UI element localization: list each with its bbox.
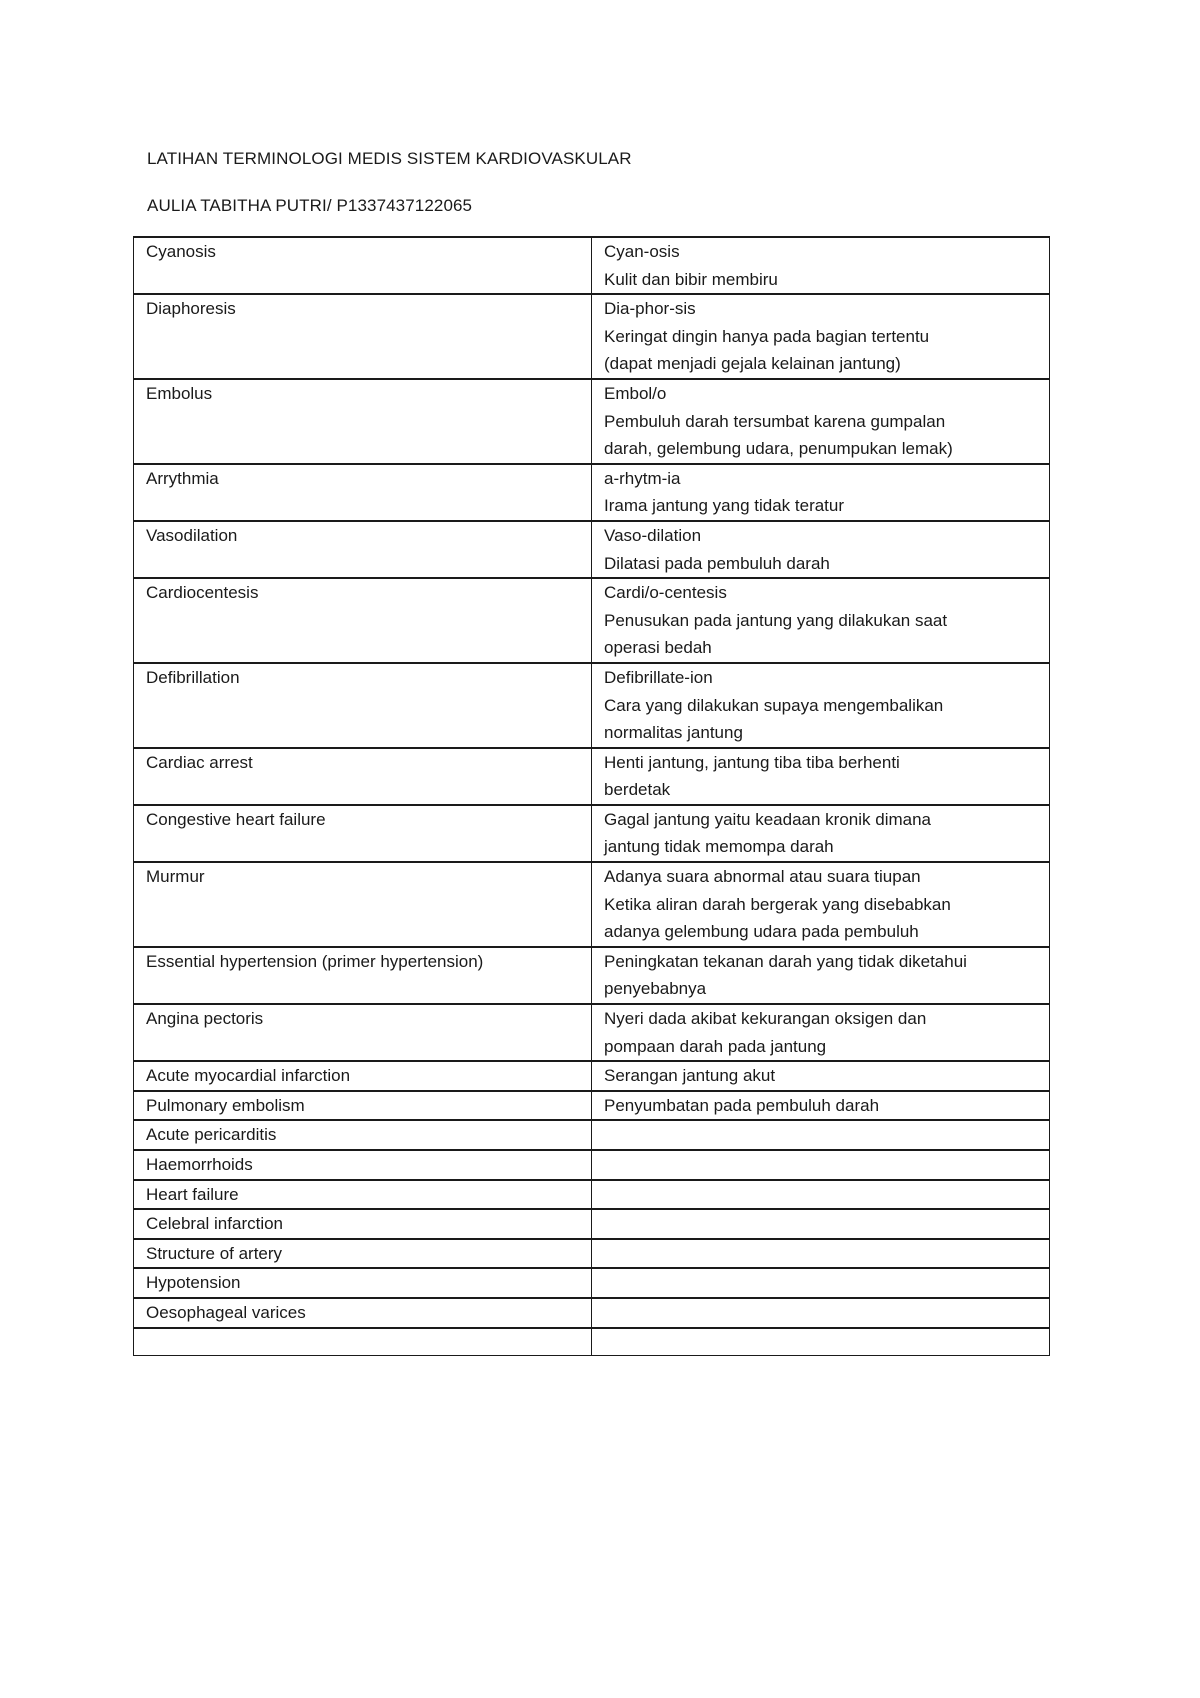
definition-cell bbox=[592, 1120, 1050, 1150]
definition-cell: Peningkatan tekanan darah yang tidak diketahui penyebabnya bbox=[592, 947, 1050, 1004]
table-row bbox=[134, 294, 1050, 379]
term-cell: Murmur bbox=[134, 862, 592, 947]
term-cell: Arrythmia bbox=[134, 464, 592, 521]
table-row bbox=[134, 1298, 1050, 1328]
definition-cell: a-rhytm-ia Irama jantung yang tidak teratur bbox=[592, 464, 1050, 521]
table-row bbox=[134, 1004, 1050, 1061]
definition-cell bbox=[592, 1239, 1050, 1269]
table-row bbox=[134, 748, 1050, 805]
table-row bbox=[134, 1150, 1050, 1180]
table-row bbox=[134, 237, 1050, 294]
term-cell: Structure of artery bbox=[134, 1239, 592, 1269]
definition-cell bbox=[592, 1328, 1050, 1356]
table-row bbox=[134, 1239, 1050, 1269]
table-row bbox=[134, 862, 1050, 947]
term-cell: Oesophageal varices bbox=[134, 1298, 592, 1328]
definition-cell bbox=[592, 1209, 1050, 1239]
table-row bbox=[134, 379, 1050, 464]
table-row bbox=[134, 1180, 1050, 1210]
term-cell: Acute myocardial infarction bbox=[134, 1061, 592, 1091]
table-row bbox=[134, 1091, 1050, 1121]
definition-cell bbox=[592, 1180, 1050, 1210]
term-cell: Cardiac arrest bbox=[134, 748, 592, 805]
definition-cell: Defibrillate-ion Cara yang dilakukan supaya mengembalikan normalitas jantung bbox=[592, 663, 1050, 748]
definition-cell: Gagal jantung yaitu keadaan kronik dimana jantung tidak memompa darah bbox=[592, 805, 1050, 862]
definition-cell: Embol/o Pembuluh darah tersumbat karena gumpalan darah, gelembung udara, penumpukan lemak) bbox=[592, 379, 1050, 464]
table-row bbox=[134, 578, 1050, 663]
table-row bbox=[134, 1120, 1050, 1150]
table-row bbox=[134, 464, 1050, 521]
definition-cell: Dia-phor-sis Keringat dingin hanya pada bagian tertentu (dapat menjadi gejala kelainan jantung) bbox=[592, 294, 1050, 379]
term-cell bbox=[134, 1328, 592, 1356]
table-row bbox=[134, 663, 1050, 748]
term-cell: Essential hypertension (primer hypertension) bbox=[134, 947, 592, 1004]
definition-cell: Vaso-dilation Dilatasi pada pembuluh darah bbox=[592, 521, 1050, 578]
definition-cell bbox=[592, 1298, 1050, 1328]
term-cell: Diaphoresis bbox=[134, 294, 592, 379]
table-row bbox=[134, 947, 1050, 1004]
term-cell: Angina pectoris bbox=[134, 1004, 592, 1061]
term-cell: Defibrillation bbox=[134, 663, 592, 748]
table-row bbox=[134, 1268, 1050, 1298]
term-cell: Embolus bbox=[134, 379, 592, 464]
term-cell: Pulmonary embolism bbox=[134, 1091, 592, 1121]
table-row bbox=[134, 521, 1050, 578]
definition-cell bbox=[592, 1268, 1050, 1298]
table-row bbox=[134, 1328, 1050, 1356]
term-cell: Hypotension bbox=[134, 1268, 592, 1298]
term-cell: Cardiocentesis bbox=[134, 578, 592, 663]
term-cell: Heart failure bbox=[134, 1180, 592, 1210]
table-row bbox=[134, 1209, 1050, 1239]
author-line: AULIA TABITHA PUTRI/ P1337437122065 bbox=[147, 196, 473, 215]
term-cell: Cyanosis bbox=[134, 237, 592, 294]
table-row bbox=[134, 805, 1050, 862]
definition-cell bbox=[592, 1150, 1050, 1180]
definition-cell: Henti jantung, jantung tiba tiba berhenti berdetak bbox=[592, 748, 1050, 805]
definition-cell: Serangan jantung akut bbox=[592, 1061, 1050, 1091]
term-cell: Vasodilation bbox=[134, 521, 592, 578]
terminology-table bbox=[133, 236, 1050, 1356]
definition-cell: Cardi/o-centesis Penusukan pada jantung yang dilakukan saat operasi bedah bbox=[592, 578, 1050, 663]
definition-cell: Penyumbatan pada pembuluh darah bbox=[592, 1091, 1050, 1121]
table-row bbox=[134, 1061, 1050, 1091]
definition-cell: Adanya suara abnormal atau suara tiupan Ketika aliran darah bergerak yang disebabkan adanya gelembung udara pada pembuluh bbox=[592, 862, 1050, 947]
term-cell: Acute pericarditis bbox=[134, 1120, 592, 1150]
term-cell: Celebral infarction bbox=[134, 1209, 592, 1239]
term-cell: Congestive heart failure bbox=[134, 805, 592, 862]
definition-cell: Nyeri dada akibat kekurangan oksigen dan pompaan darah pada jantung bbox=[592, 1004, 1050, 1061]
document-title: LATIHAN TERMINOLOGI MEDIS SISTEM KARDIOVASKULAR bbox=[147, 149, 632, 168]
definition-cell: Cyan-osis Kulit dan bibir membiru bbox=[592, 237, 1050, 294]
term-cell: Haemorrhoids bbox=[134, 1150, 592, 1180]
